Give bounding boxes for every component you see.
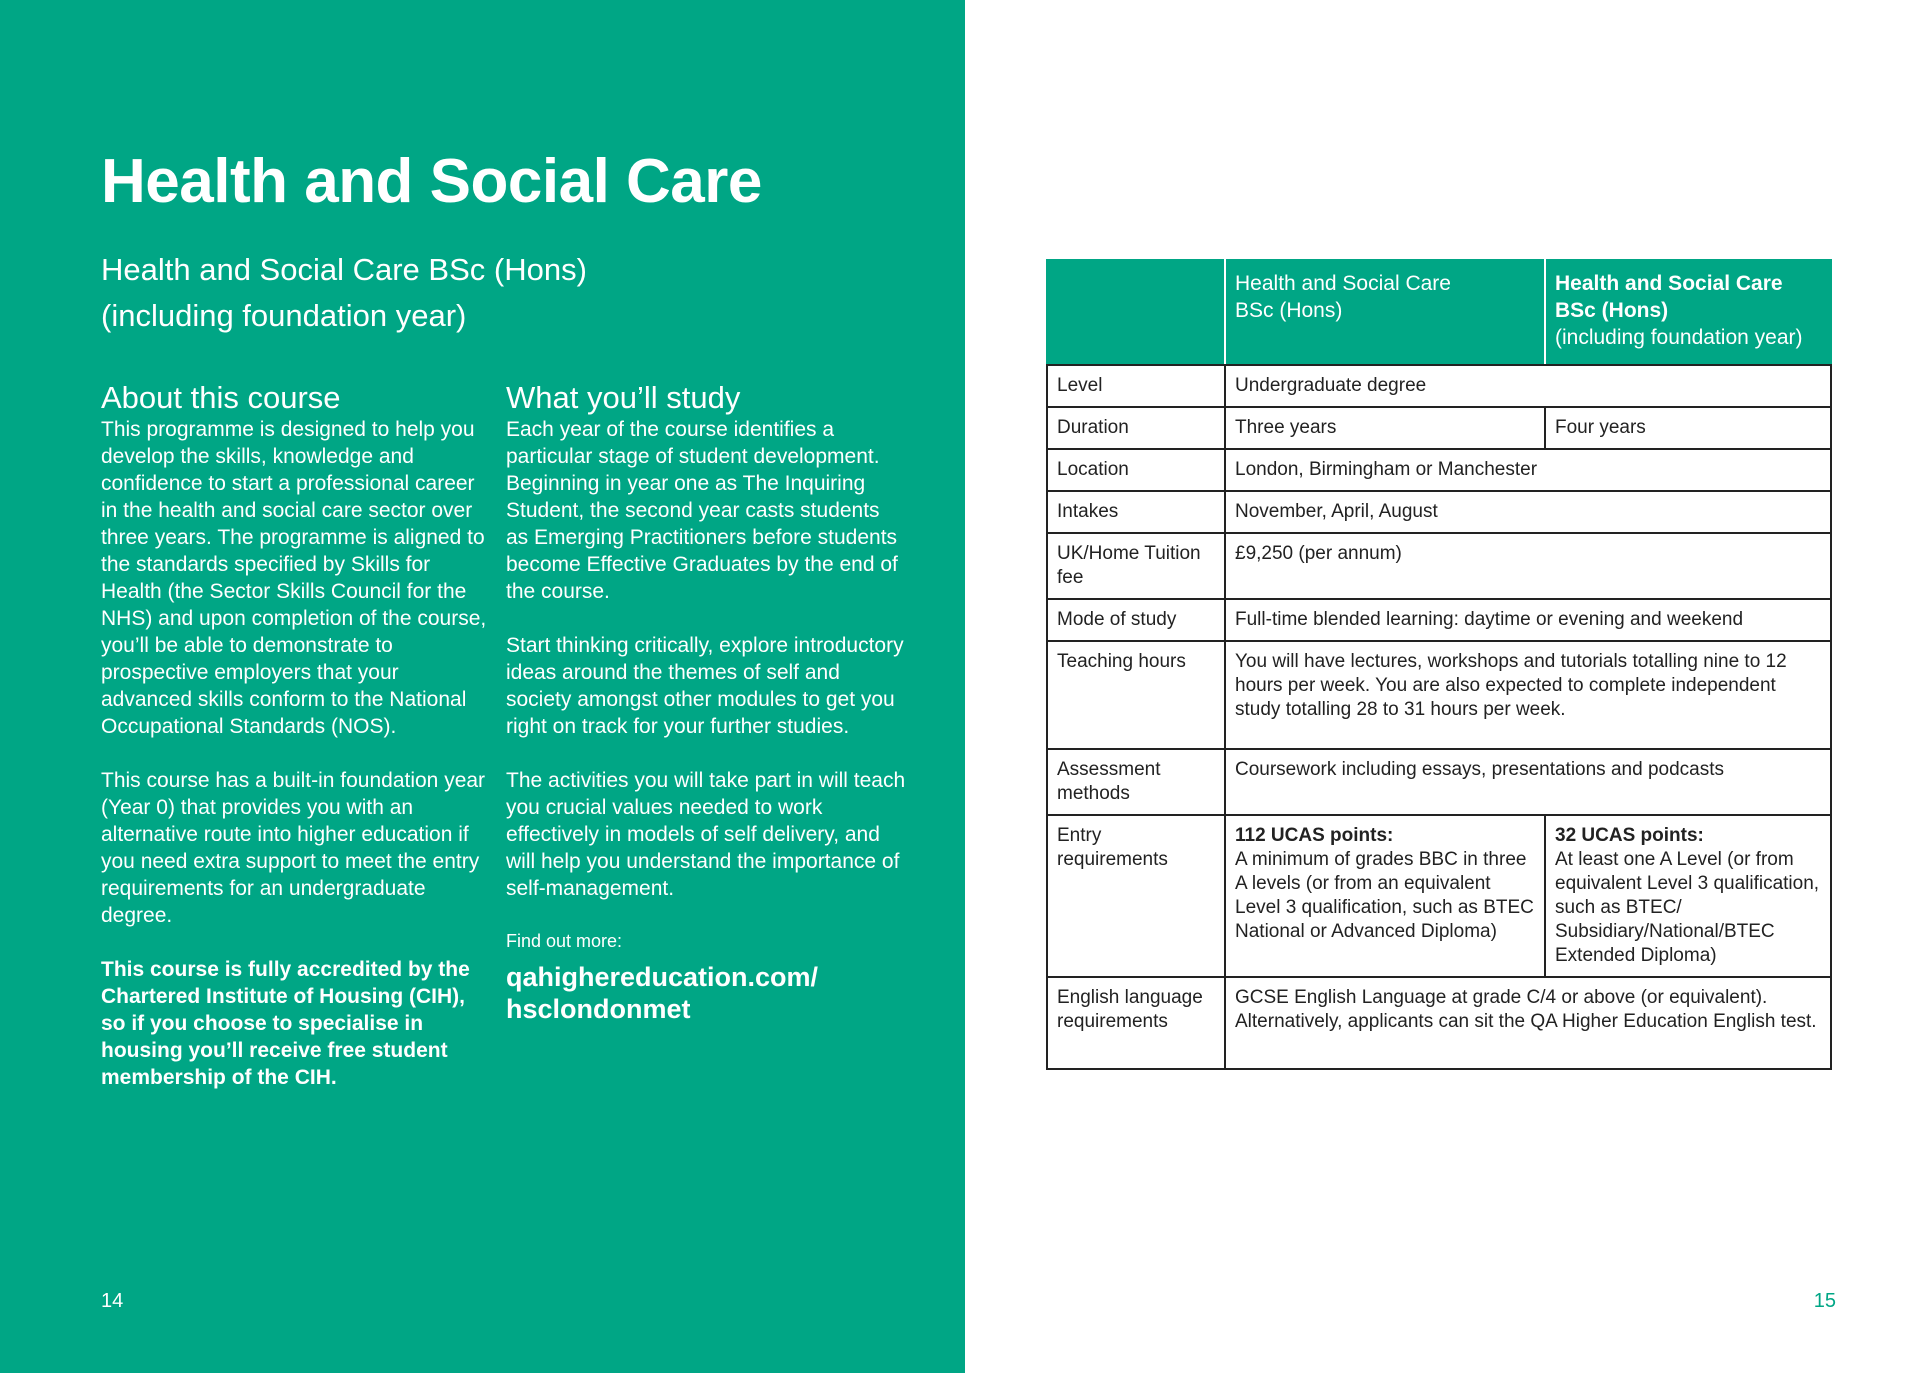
row-label-assessment: Assessment methods [1047, 749, 1225, 815]
table-row [1047, 749, 1831, 815]
find-out-more-label: Find out more: [506, 931, 623, 951]
course-url-line2[interactable]: hsclondonmet [506, 994, 691, 1024]
table-header-bsc [1225, 260, 1545, 365]
mode-value: Full-time blended learning: daytime or evening and weekend [1225, 599, 1831, 641]
course-url-link[interactable] [506, 961, 906, 1025]
row-label-level: Level [1047, 365, 1225, 407]
accreditation-note: This course is fully accredited by the Chartered Institute of Housing (CIH), so if you choose to specialise in housing you’ll receive free student membership of the CIH. [101, 958, 470, 1089]
header-foundation-line3: (including foundation year) [1555, 326, 1803, 349]
fee-value: £9,250 (per annum) [1225, 533, 1831, 599]
entry-bsc-text: A minimum of grades BBC in three A levels (or from an equivalent Level 3 qualification, such as BTEC National or Advanced Diploma) [1235, 849, 1534, 942]
row-label-entry: Entry requirements [1047, 815, 1225, 977]
course-subtitle-line1: Health and Social Care BSc (Hons) [101, 252, 587, 287]
page-title: Health and Social Care [101, 147, 762, 216]
row-label-mode: Mode of study [1047, 599, 1225, 641]
page-number-left: 14 [101, 1290, 124, 1312]
table-row [1047, 977, 1831, 1069]
study-paragraph-1: Each year of the course identifies a particular stage of student development. Beginning in year one as The Inquiring Student, the second year casts students as Emerging Practitioners before students become Effective Graduates by the end of the course. [506, 418, 898, 603]
intakes-value: November, April, August [1225, 491, 1831, 533]
row-label-teaching-hours: Teaching hours [1047, 641, 1225, 749]
table-row [1047, 533, 1831, 599]
about-heading: About this course [101, 380, 341, 415]
about-section [101, 380, 491, 1118]
location-value: London, Birmingham or Manchester [1225, 449, 1831, 491]
teaching-hours-value: You will have lectures, workshops and tutorials totalling nine to 12 hours per week. You are also expected to complete independent study totalling 28 to 31 hours per week. [1225, 641, 1831, 749]
table-row [1047, 815, 1831, 977]
page-number-right: 15 [1813, 1290, 1836, 1312]
about-paragraph-2: This course has a built-in foundation year (Year 0) that provides you with an alternative route into higher education if you need extra support to meet the entry requirements for an undergraduate degree. [101, 769, 486, 927]
study-paragraph-3: The activities you will take part in will teach you crucial values needed to work effectively in models of self delivery, and will help you understand the importance of self-management. [506, 769, 906, 900]
course-url-line1[interactable]: qahighereducation.com/ [506, 962, 819, 992]
row-label-location: Location [1047, 449, 1225, 491]
level-value: Undergraduate degree [1225, 365, 1831, 407]
entry-foundation-title: 32 UCAS points: [1555, 825, 1704, 846]
entry-bsc-title: 112 UCAS points: [1235, 825, 1394, 846]
table-header-bsc-foundation [1545, 260, 1831, 365]
table-header-empty [1047, 260, 1225, 365]
about-paragraph-1: This programme is designed to help you develop the skills, knowledge and confidence to start a professional career in the health and social care sector over three years. The programme is aligned to the standards specified by Skills for Health (the Sector Skills Council for the NHS) and upon completion of the course, you’ll be able to demonstrate to prospective employers that your advanced skills conform to the National Occupational Standards (NOS). [101, 418, 487, 738]
table-row [1047, 449, 1831, 491]
duration-value-foundation: Four years [1545, 407, 1831, 449]
row-label-fee: UK/Home Tuition fee [1047, 533, 1225, 599]
course-subtitle-line2: (including foundation year) [101, 298, 467, 333]
table-row [1047, 641, 1831, 749]
entry-value-foundation [1545, 815, 1831, 977]
entry-value-bsc [1225, 815, 1545, 977]
header-bsc-line1: Health and Social Care [1235, 272, 1451, 295]
row-label-english: English language requirements [1047, 977, 1225, 1069]
table-header-row [1047, 260, 1831, 365]
row-label-duration: Duration [1047, 407, 1225, 449]
header-foundation-line2: BSc (Hons) [1555, 299, 1669, 322]
course-info-table [1046, 259, 1832, 1070]
entry-foundation-text: At least one A Level (or from equivalent Level 3 qualification, such as BTEC/ Subsidiary/National/BTEC Extended Diploma) [1555, 849, 1820, 966]
row-label-intakes: Intakes [1047, 491, 1225, 533]
table-row [1047, 365, 1831, 407]
table-row [1047, 599, 1831, 641]
assessment-value: Coursework including essays, presentations and podcasts [1225, 749, 1831, 815]
course-subtitle [101, 247, 587, 339]
header-bsc-line2: BSc (Hons) [1235, 299, 1343, 322]
study-section [506, 380, 906, 1025]
duration-value-bsc: Three years [1225, 407, 1545, 449]
header-foundation-line1: Health and Social Care [1555, 272, 1783, 295]
study-paragraph-2: Start thinking critically, explore introductory ideas around the themes of self and society amongst other modules to get you right on track for your further studies. [506, 634, 904, 738]
table-row [1047, 407, 1831, 449]
study-heading: What you’ll study [506, 380, 741, 415]
english-value: GCSE English Language at grade C/4 or above (or equivalent). Alternatively, applicants can sit the QA Higher Education English test. [1225, 977, 1831, 1069]
table-row [1047, 491, 1831, 533]
